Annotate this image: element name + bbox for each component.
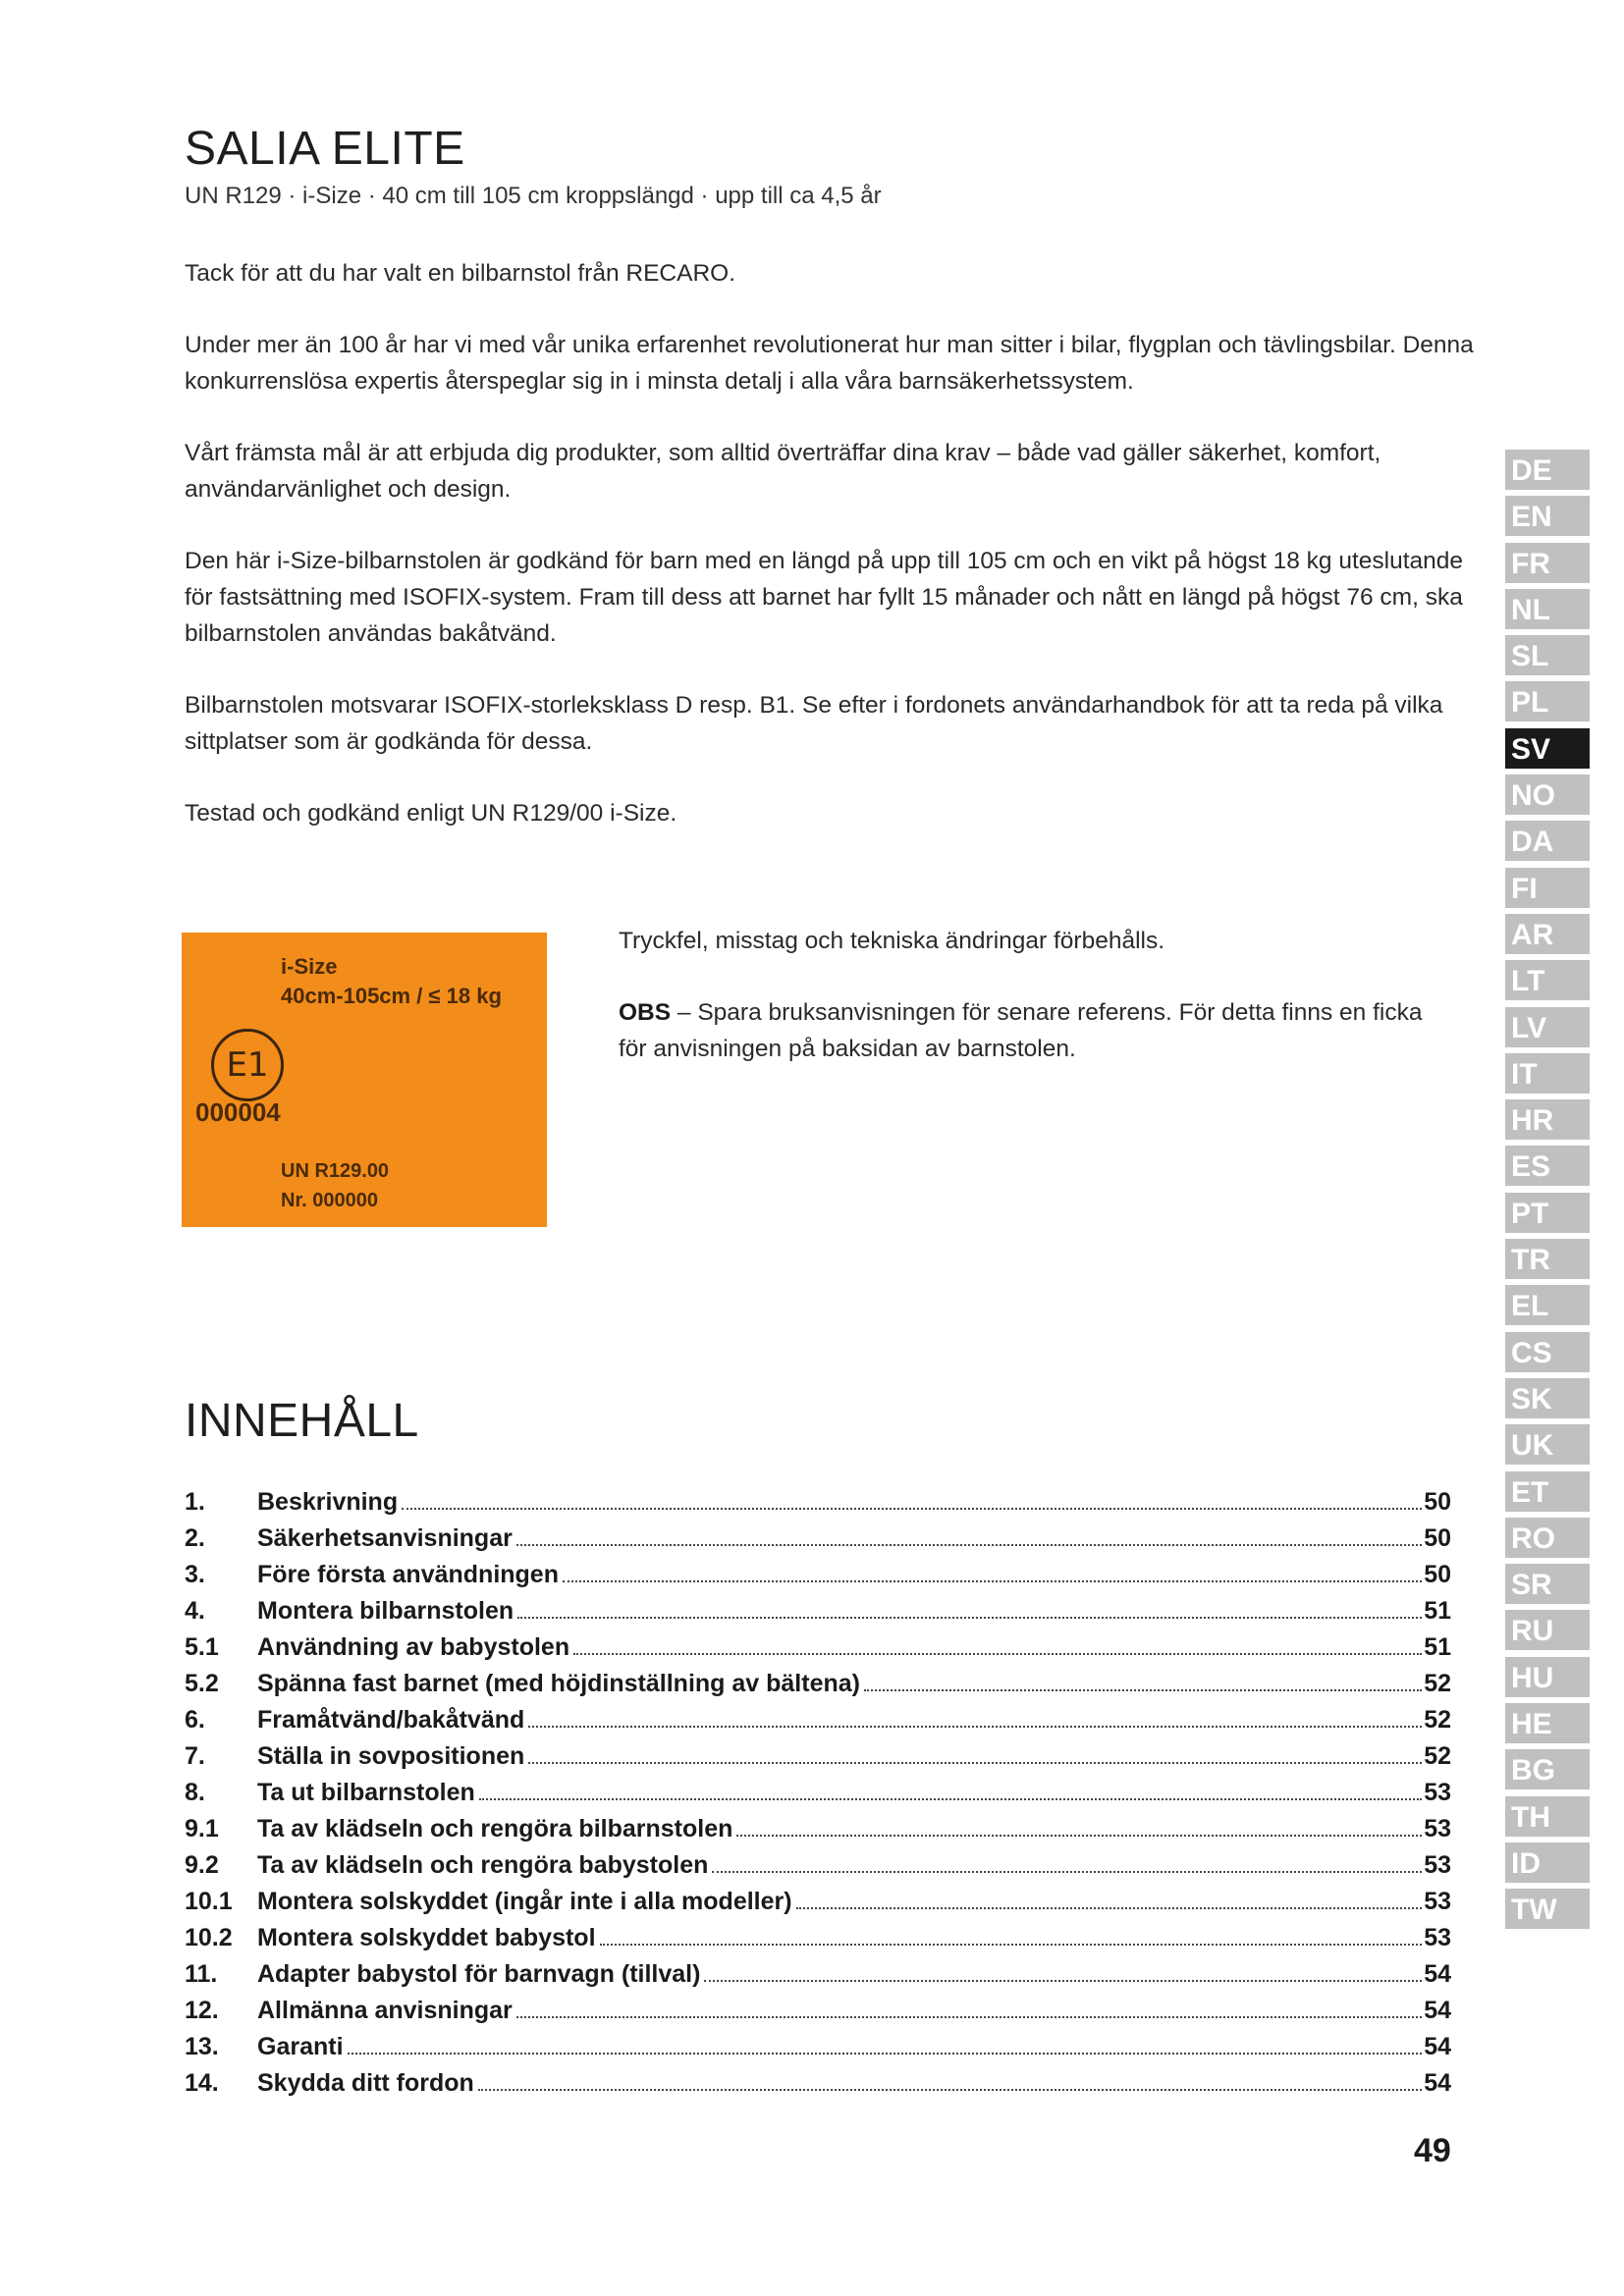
toc-leader-dots — [563, 1579, 1422, 1582]
language-tab-fr[interactable]: FR — [1505, 543, 1590, 583]
toc-entry-page: 50 — [1424, 1488, 1451, 1516]
toc-entry-title: Montera solskyddet babystol — [257, 1924, 596, 1951]
toc-entry-page: 54 — [1424, 2033, 1451, 2060]
label-approval-number: 000004 — [195, 1097, 281, 1127]
toc-entry-title: Adapter babystol för barnvagn (tillval) — [257, 1960, 701, 1988]
language-tab-ro[interactable]: RO — [1505, 1518, 1590, 1558]
label-isize: i-Size — [281, 954, 338, 979]
toc-entry[interactable] — [185, 2069, 1451, 2106]
toc-entry[interactable] — [185, 1851, 1451, 1888]
toc-entry-number: 11. — [185, 1960, 218, 1988]
toc-entry-number: 3. — [185, 1561, 205, 1588]
language-tab-tw[interactable]: TW — [1505, 1889, 1590, 1929]
toc-entry-number: 14. — [185, 2069, 219, 2097]
toc-entry-page: 50 — [1424, 1524, 1451, 1552]
toc-entry[interactable] — [185, 1561, 1451, 1597]
toc-entry-page: 50 — [1424, 1561, 1451, 1588]
toc-entry-number: 12. — [185, 1997, 219, 2024]
toc-leader-dots — [478, 2088, 1422, 2091]
language-tab-pl[interactable]: PL — [1505, 681, 1590, 721]
toc-entry-page: 52 — [1424, 1670, 1451, 1697]
toc-entry-page: 53 — [1424, 1851, 1451, 1879]
toc-leader-dots — [516, 2015, 1422, 2018]
toc-entry[interactable] — [185, 1779, 1451, 1815]
toc-entry-title: Beskrivning — [257, 1488, 399, 1516]
toc-entry[interactable] — [185, 1633, 1451, 1670]
toc-entry-title: Ta ut bilbarnstolen — [257, 1779, 475, 1806]
language-tab-cs[interactable]: CS — [1505, 1332, 1590, 1372]
language-tab-ru[interactable]: RU — [1505, 1610, 1590, 1650]
toc-entry-number: 10.1 — [185, 1888, 233, 1915]
obs-note — [619, 994, 1453, 1067]
toc-entry-title: Ta av klädseln och rengöra bilbarnstolen — [257, 1815, 733, 1842]
toc-leader-dots — [712, 1870, 1422, 1873]
toc-leader-dots — [736, 1834, 1422, 1837]
language-tab-el[interactable]: EL — [1505, 1285, 1590, 1325]
toc-entry[interactable] — [185, 1670, 1451, 1706]
language-tabs — [1505, 450, 1590, 1936]
language-tab-et[interactable]: ET — [1505, 1471, 1590, 1512]
approval-label — [182, 933, 547, 1227]
toc-leader-dots — [528, 1761, 1422, 1764]
label-regulation: UN R129.00 — [281, 1160, 390, 1182]
toc-entry-number: 13. — [185, 2033, 219, 2060]
toc-leader-dots — [600, 1943, 1423, 1946]
toc-entry-page: 52 — [1424, 1706, 1451, 1734]
toc-entry-page: 53 — [1424, 1924, 1451, 1951]
e-mark-icon — [211, 1029, 284, 1101]
language-tab-da[interactable]: DA — [1505, 821, 1590, 861]
toc-leader-dots — [517, 1616, 1422, 1619]
toc-entry-number: 9.2 — [185, 1851, 219, 1879]
toc-entry-page: 51 — [1424, 1597, 1451, 1625]
toc-entry-number: 9.1 — [185, 1815, 219, 1842]
toc-entry-page: 54 — [1424, 1997, 1451, 2024]
language-tab-fi[interactable]: FI — [1505, 868, 1590, 908]
toc-entry-title: Framåtvänd/bakåtvänd — [257, 1706, 525, 1734]
language-tab-uk[interactable]: UK — [1505, 1424, 1590, 1465]
toc-entry-number: 2. — [185, 1524, 205, 1552]
toc-entry[interactable] — [185, 1815, 1451, 1851]
toc-entry-title: Garanti — [257, 2033, 344, 2060]
toc-entry-page: 52 — [1424, 1742, 1451, 1770]
table-of-contents — [185, 1488, 1451, 2106]
toc-entry[interactable] — [185, 1888, 1451, 1924]
toc-entry-page: 53 — [1424, 1815, 1451, 1842]
language-tab-th[interactable]: TH — [1505, 1796, 1590, 1837]
language-tab-lv[interactable]: LV — [1505, 1007, 1590, 1047]
toc-entry[interactable] — [185, 1488, 1451, 1524]
toc-leader-dots — [704, 1979, 1422, 1982]
toc-entry[interactable] — [185, 1742, 1451, 1779]
toc-entry[interactable] — [185, 1597, 1451, 1633]
toc-entry[interactable] — [185, 1706, 1451, 1742]
toc-entry-number: 8. — [185, 1779, 205, 1806]
language-tab-no[interactable]: NO — [1505, 774, 1590, 815]
toc-entry-title: Spänna fast barnet (med höjdinställning av bältena) — [257, 1670, 860, 1697]
page-subtitle: UN R129 · i-Size · 40 cm till 105 cm kroppslängd · upp till ca 4,5 år — [185, 183, 882, 209]
toc-entry-title: Montera bilbarnstolen — [257, 1597, 514, 1625]
toc-entry[interactable] — [185, 2033, 1451, 2069]
toc-entry-page: 53 — [1424, 1779, 1451, 1806]
toc-entry-number: 10.2 — [185, 1924, 233, 1951]
language-tab-bg[interactable]: BG — [1505, 1749, 1590, 1789]
toc-entry-page: 54 — [1424, 1960, 1451, 1988]
language-tab-id[interactable]: ID — [1505, 1842, 1590, 1883]
language-tab-he[interactable]: HE — [1505, 1703, 1590, 1743]
toc-entry-title: Före första användningen — [257, 1561, 559, 1588]
toc-entry-title: Allmänna anvisningar — [257, 1997, 513, 2024]
toc-entry-page: 54 — [1424, 2069, 1451, 2097]
toc-entry[interactable] — [185, 1997, 1451, 2033]
intro-paragraph: Under mer än 100 år har vi med vår unika erfarenhet revolutionerat hur man sitter i bilar, flygplan och tävlingsbilar. Denna konkurrenslösa expertis återspeglar sig in i minsta detalj i alla våra barnsäkerhetssystem. — [185, 332, 1474, 395]
toc-leader-dots — [528, 1725, 1422, 1728]
intro-paragraph: Testad och godkänd enligt UN R129/00 i-Size. — [185, 800, 677, 827]
toc-entry-page: 53 — [1424, 1888, 1451, 1915]
language-tab-ar[interactable]: AR — [1505, 914, 1590, 954]
language-tab-hr[interactable]: HR — [1505, 1099, 1590, 1140]
toc-entry-number: 5.1 — [185, 1633, 219, 1661]
toc-leader-dots — [402, 1507, 1422, 1510]
obs-label: OBS — [619, 999, 672, 1026]
language-tab-tr[interactable]: TR — [1505, 1239, 1590, 1279]
page-title: SALIA ELITE — [185, 123, 465, 175]
toc-leader-dots — [479, 1797, 1422, 1800]
e-mark-text: E1 — [226, 1045, 269, 1085]
language-tab-es[interactable]: ES — [1505, 1146, 1590, 1186]
notes-section — [619, 923, 1453, 1104]
toc-entry-title: Användning av babystolen — [257, 1633, 570, 1661]
language-tab-hu[interactable]: HU — [1505, 1657, 1590, 1697]
language-tab-sr[interactable]: SR — [1505, 1564, 1590, 1604]
toc-entry-title: Ställa in sovpositionen — [257, 1742, 525, 1770]
toc-leader-dots — [573, 1652, 1422, 1655]
toc-entry-page: 51 — [1424, 1633, 1451, 1661]
language-tab-pt[interactable]: PT — [1505, 1193, 1590, 1233]
toc-entry-number: 5.2 — [185, 1670, 219, 1697]
toc-leader-dots — [516, 1543, 1422, 1546]
language-tab-en[interactable]: EN — [1505, 496, 1590, 536]
intro-section — [185, 255, 1490, 867]
toc-entry-title: Ta av klädseln och rengöra babystolen — [257, 1851, 709, 1879]
language-tab-sv[interactable]: SV — [1505, 728, 1590, 769]
toc-entry-title: Montera solskyddet (ingår inte i alla modeller) — [257, 1888, 792, 1915]
toc-entry[interactable] — [185, 1960, 1451, 1997]
toc-leader-dots — [348, 2052, 1423, 2055]
language-tab-de[interactable]: DE — [1505, 450, 1590, 490]
toc-entry[interactable] — [185, 1924, 1451, 1960]
toc-leader-dots — [864, 1688, 1422, 1691]
language-tab-lt[interactable]: LT — [1505, 960, 1590, 1000]
toc-entry-number: 7. — [185, 1742, 205, 1770]
toc-title: INNEHÅLL — [185, 1395, 419, 1447]
toc-entry-title: Säkerhetsanvisningar — [257, 1524, 513, 1552]
label-size-range: 40cm-105cm / ≤ 18 kg — [281, 984, 502, 1008]
toc-entry-number: 6. — [185, 1706, 205, 1734]
intro-paragraph: Tack för att du har valt en bilbarnstol från RECARO. — [185, 260, 736, 287]
language-tab-sk[interactable]: SK — [1505, 1378, 1590, 1418]
language-tab-nl[interactable]: NL — [1505, 589, 1590, 629]
intro-paragraph: Vårt främsta mål är att erbjuda dig produkter, som alltid överträffar dina krav – både vad gäller säkerhet, komfort, användarvänlighet och design. — [185, 440, 1381, 503]
obs-text: – Spara bruksanvisningen för senare referens. För detta finns en ficka för anvisningen på baksidan av barnstolen. — [619, 999, 1423, 1062]
language-tab-sl[interactable]: SL — [1505, 635, 1590, 675]
label-serial: Nr. 000000 — [281, 1190, 378, 1211]
intro-paragraph: Den här i-Size-bilbarnstolen är godkänd för barn med en längd på upp till 105 cm och en vikt på högst 18 kg uteslutande för fastsättning med ISOFIX-system. Fram till dess att barnet har fyllt 15 månader och nått en längd på högst 76 cm, ska bilbarnstolen användas bakåtvänd. — [185, 548, 1464, 647]
toc-entry-number: 1. — [185, 1488, 205, 1516]
toc-entry[interactable] — [185, 1524, 1451, 1561]
intro-paragraph: Bilbarnstolen motsvarar ISOFIX-storleksklass D resp. B1. Se efter i fordonets användarhandbok för att ta reda på vilka sittplatser som är godkända för dessa. — [185, 692, 1443, 755]
disclaimer-text: Tryckfel, misstag och tekniska ändringar förbehålls. — [619, 928, 1165, 954]
toc-entry-number: 4. — [185, 1597, 205, 1625]
language-tab-it[interactable]: IT — [1505, 1053, 1590, 1094]
toc-entry-title: Skydda ditt fordon — [257, 2069, 474, 2097]
toc-leader-dots — [796, 1906, 1423, 1909]
page-number: 49 — [1414, 2132, 1451, 2169]
